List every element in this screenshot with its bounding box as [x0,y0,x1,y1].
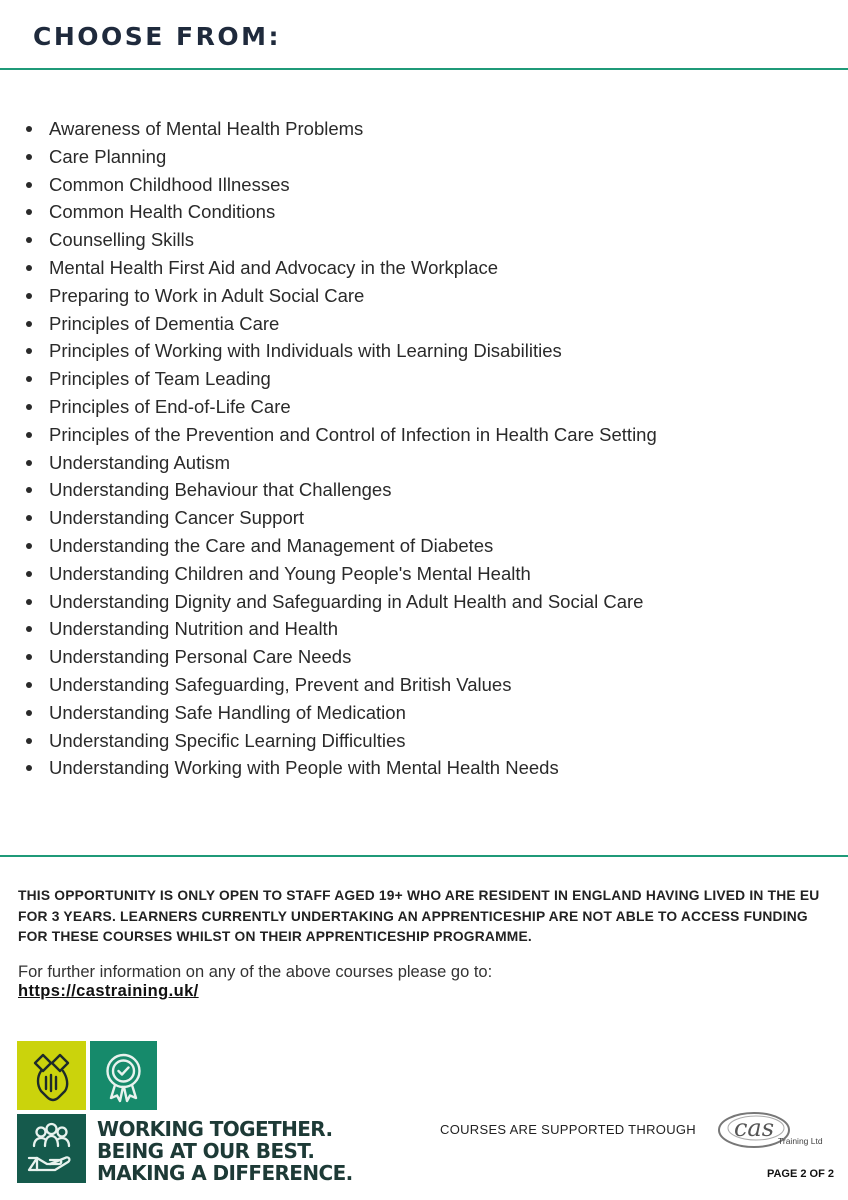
course-label: Principles of Working with Individuals with Learning Disabilities [49,340,562,362]
course-label: Preparing to Work in Adult Social Care [49,284,365,306]
course-label: Understanding Personal Care Needs [49,646,352,668]
course-item [22,365,657,393]
bullet-icon [26,487,32,493]
course-item [22,560,657,588]
award-rosette-icon [90,1041,157,1110]
course-item [22,143,657,171]
slogan-line: BEING AT OUR BEST. [97,1139,315,1163]
course-label: Counselling Skills [49,229,194,251]
course-item [22,532,657,560]
course-label: Understanding Safeguarding, Prevent and British Values [49,673,512,695]
course-item [22,393,657,421]
course-label: Principles of the Prevention and Control of Infection in Health Care Setting [49,423,657,445]
bullet-icon [26,682,32,688]
bullet-icon [26,543,32,549]
bullet-icon [26,515,32,521]
bullet-icon [26,209,32,215]
course-label: Understanding Working with People with Mental Health Needs [49,757,559,779]
course-label: Understanding Children and Young People's Mental Health [49,562,531,584]
slogan-line: MAKING A DIFFERENCE. [97,1161,353,1185]
bullet-icon [26,237,32,243]
course-item [22,504,657,532]
bullet-icon [26,265,32,271]
course-label: Mental Health First Aid and Advocacy in the Workplace [49,256,499,278]
supported-through-text: COURSES ARE SUPPORTED THROUGH [440,1122,696,1137]
section-divider [0,855,848,857]
bullet-icon [26,599,32,605]
course-label: Common Childhood Illnesses [49,173,290,195]
course-item [22,310,657,338]
bullet-icon [26,404,32,410]
bullet-icon [26,321,32,327]
bullet-icon [26,348,32,354]
course-item [22,671,657,699]
course-label: Principles of End-of-Life Care [49,395,291,417]
course-label: Understanding Autism [49,451,230,473]
course-item [22,254,657,282]
bullet-icon [26,460,32,466]
slogan [97,1118,353,1184]
dark-teal-tile [17,1114,86,1183]
cas-wordmark: cas [733,1114,775,1142]
bullet-icon [26,571,32,577]
people-in-hand-icon [17,1114,86,1183]
bullet-icon [26,126,32,132]
bullet-icon [26,738,32,744]
bullet-icon [26,765,32,771]
cas-training-logo [714,1106,829,1156]
course-item [22,337,657,365]
course-label: Understanding the Care and Management of Diabetes [49,534,494,556]
course-item [22,115,657,143]
course-item [22,198,657,226]
top-divider [0,68,848,70]
course-label: Understanding Dignity and Safeguarding in Adult Health and Social Care [49,590,644,612]
course-item [22,754,657,782]
course-label: Principles of Team Leading [49,368,271,390]
more-info-text: For further information on any of the above courses please go to: [18,963,493,981]
course-label: Understanding Nutrition and Health [49,618,338,640]
bullet-icon [26,432,32,438]
handshake-icon [17,1041,86,1110]
course-item [22,226,657,254]
bullet-icon [26,654,32,660]
course-item [22,449,657,477]
website-link[interactable]: https://castraining.uk/ [18,982,199,1000]
course-label: Understanding Safe Handling of Medication [49,701,406,723]
course-item [22,171,657,199]
course-item [22,588,657,616]
bullet-icon [26,182,32,188]
cas-subtitle: Training Ltd [778,1136,823,1146]
lime-tile [17,1041,86,1110]
course-item [22,727,657,755]
page-number: PAGE 2 OF 2 [766,1168,834,1180]
course-label: Understanding Behaviour that Challenges [49,479,392,501]
course-item [22,282,657,310]
course-item [22,643,657,671]
eligibility-notice: THIS OPPORTUNITY IS ONLY OPEN TO STAFF AGED 19+ WHO ARE RESIDENT IN ENGLAND HAVING LIVED IN THE EU FOR 3 YEARS. LEARNERS CURRENTLY UNDERTAKING AN APPRENTICESHIP ARE NOT ABLE TO ACCESS FUNDING FOR THESE COURSES WHILST ON THEIR APPRENTICESHIP PROGRAMME. [18,888,820,944]
bullet-icon [26,154,32,160]
page-title: CHOOSE FROM: [33,22,282,51]
course-label: Care Planning [49,145,167,167]
teal-tile [90,1041,157,1110]
slogan-line: WORKING TOGETHER. [97,1117,333,1141]
course-item [22,699,657,727]
course-label: Common Health Conditions [49,201,276,223]
course-item [22,476,657,504]
course-item [22,615,657,643]
bullet-icon [26,293,32,299]
course-label: Awareness of Mental Health Problems [49,118,364,139]
bullet-icon [26,710,32,716]
bullet-icon [26,626,32,632]
bullet-icon [26,376,32,382]
course-label: Understanding Specific Learning Difficulties [49,729,406,751]
course-label: Principles of Dementia Care [49,312,280,334]
course-list [22,115,657,782]
course-label: Understanding Cancer Support [49,507,305,529]
course-item [22,421,657,449]
